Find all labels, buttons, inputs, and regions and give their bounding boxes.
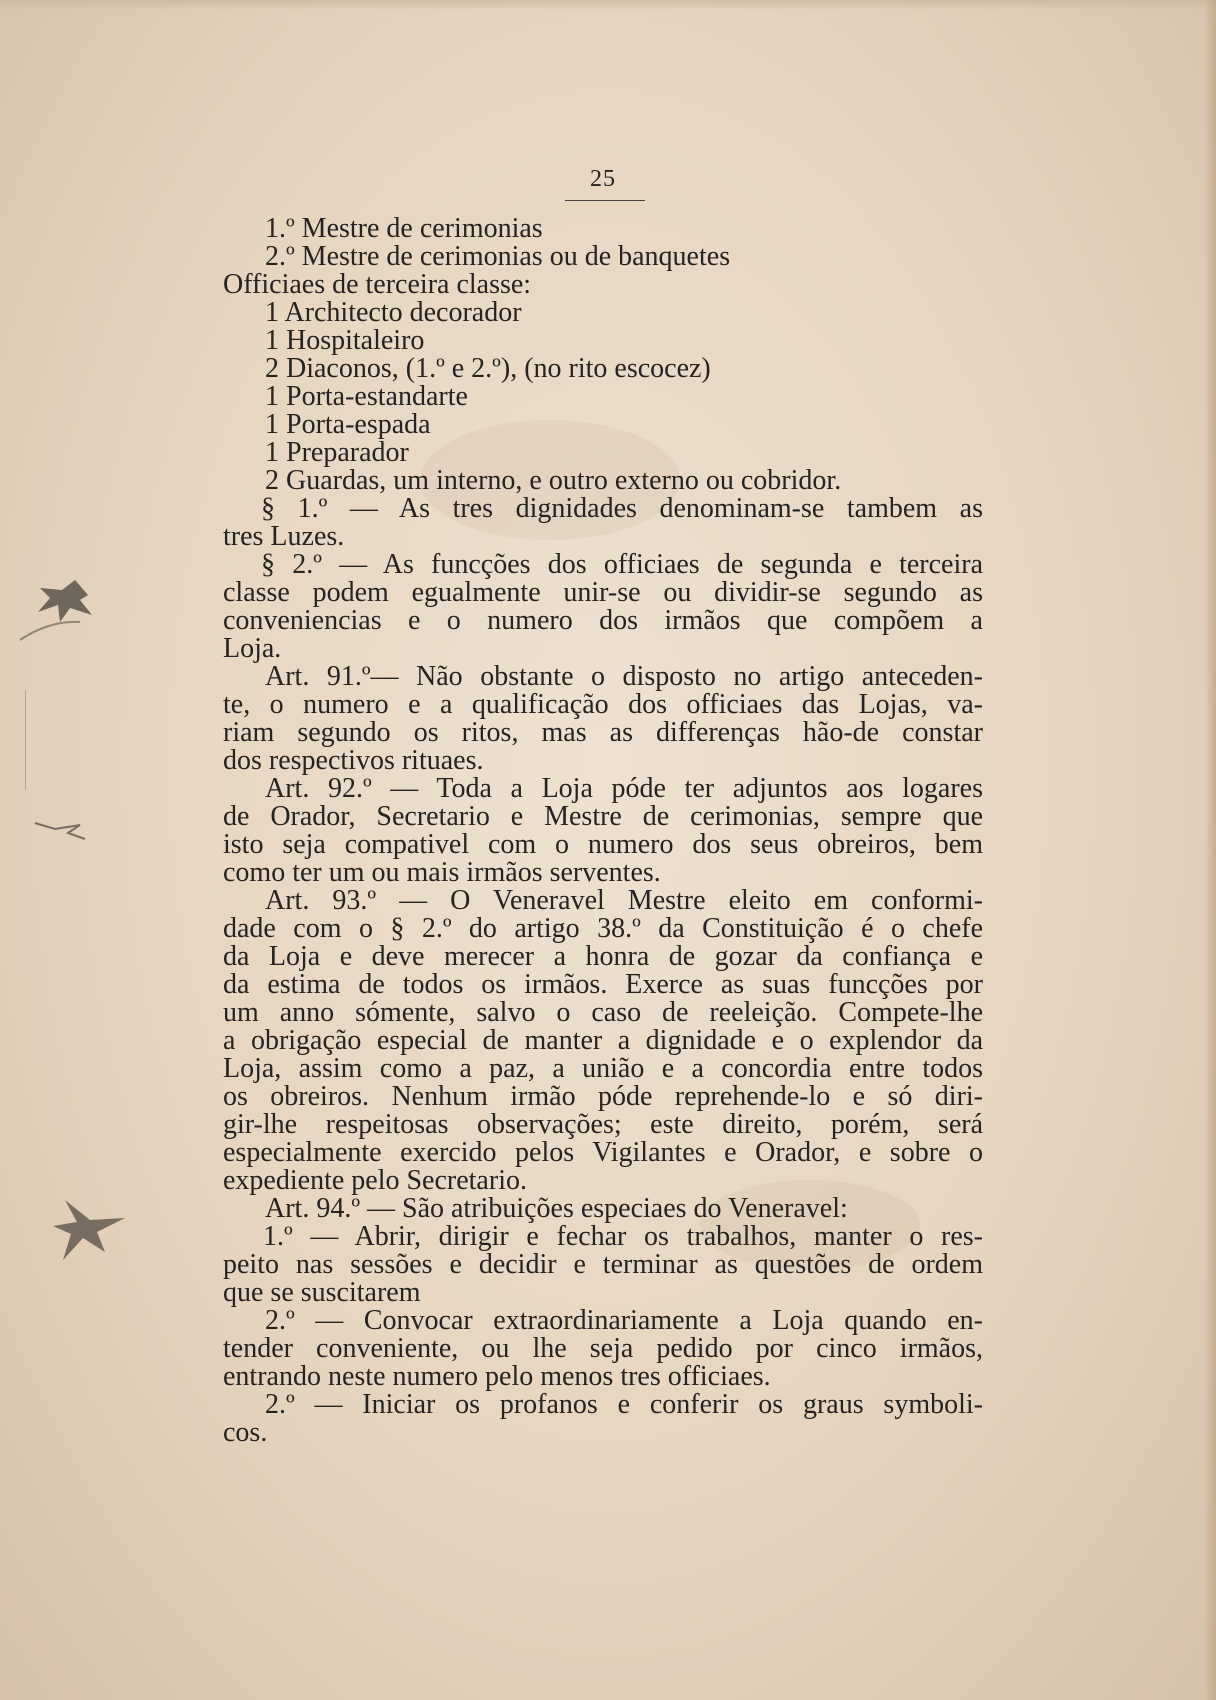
- text-line: Art. 91.º— Não obstante o disposto no artigo anteceden-: [265, 661, 983, 692]
- text-line: Art. 92.º — Toda a Loja póde ter adjuntos aos logares: [265, 773, 983, 804]
- text-line: 1.º — Abrir, dirigir e fechar os trabalhos, manter o res-: [263, 1221, 983, 1252]
- margin-ink-mark: [45, 1190, 135, 1270]
- text-line: conveniencias e o numero dos irmãos que compõem a: [223, 605, 983, 636]
- body-text: [223, 215, 983, 1447]
- text-line: os obreiros. Nenhum irmão póde reprehende-lo e só diri-: [223, 1081, 983, 1112]
- text-line: tres Luzes.: [223, 521, 345, 552]
- text-line: Loja.: [223, 633, 282, 664]
- text-line: 1 Preparador: [265, 437, 409, 468]
- text-line: tender conveniente, ou lhe seja pedido por cinco irmãos,: [223, 1333, 983, 1364]
- text-line: Officiaes de terceira classe:: [223, 269, 532, 300]
- text-line: classe podem egualmente unir-se ou dividir-se segundo as: [223, 577, 983, 608]
- text-line: Art. 94.º — São atribuições especiaes do Veneravel:: [265, 1193, 848, 1224]
- text-line: a obrigação especial de manter a dignidade e o explendor da: [223, 1025, 983, 1056]
- page-number: 25: [590, 166, 616, 192]
- text-line: Art. 93.º — O Veneravel Mestre eleito em conformi-: [265, 885, 983, 916]
- text-line: expediente pelo Secretario.: [223, 1165, 527, 1196]
- text-line: 1.º Mestre de cerimonias: [265, 213, 543, 244]
- margin-ink-mark: [30, 815, 90, 845]
- text-line: Loja, assim como a paz, a união e a concordia entre todos: [223, 1053, 983, 1084]
- page-right-edge: [1204, 0, 1216, 1700]
- text-line: 1 Porta-espada: [265, 409, 431, 440]
- text-line: que se suscitarem: [223, 1277, 421, 1308]
- text-line: § 2.º — As funcções dos officiaes de segunda e terceira: [261, 549, 983, 580]
- text-line: 2 Guardas, um interno, e outro externo ou cobridor.: [265, 465, 842, 496]
- text-line: da estima de todos os irmãos. Exerce as suas funcções por: [223, 969, 983, 1000]
- text-line: gir-lhe respeitosas observações; este direito, porém, será: [223, 1109, 983, 1140]
- text-line: um anno sómente, salvo o caso de reeleição. Compete-lhe: [223, 997, 983, 1028]
- page-top-edge: [0, 0, 1216, 10]
- text-line: 2.º — Iniciar os profanos e conferir os graus symboli-: [265, 1389, 983, 1420]
- text-line: da Loja e deve merecer a honra de gozar da confiança e: [223, 941, 983, 972]
- text-line: 1 Architecto decorador: [265, 297, 522, 328]
- text-line: riam segundo os ritos, mas as differenças hão-de constar: [223, 717, 983, 748]
- text-line: 1 Hospitaleiro: [265, 325, 425, 356]
- text-line: § 1.º — As tres dignidades denominam-se tambem as: [261, 493, 983, 524]
- margin-ink-mark: [5, 690, 26, 790]
- text-line: dos respectivos rituaes.: [223, 745, 484, 776]
- text-line: 2 Diaconos, (1.º e 2.º), (no rito escocez): [265, 353, 711, 384]
- text-line: dade com o § 2.º do artigo 38.º da Constituição é o chefe: [223, 913, 983, 944]
- text-line: entrando neste numero pelo menos tres officiaes.: [223, 1361, 771, 1392]
- text-line: como ter um ou mais irmãos serventes.: [223, 857, 661, 888]
- text-line: isto seja compativel com o numero dos seus obreiros, bem: [223, 829, 983, 860]
- text-line: 2.º — Convocar extraordinariamente a Loja quando en-: [265, 1305, 983, 1336]
- text-line: 2.º Mestre de cerimonias ou de banquetes: [265, 241, 731, 272]
- text-line: cos.: [223, 1417, 268, 1448]
- text-line: peito nas sessões e decidir e terminar as questões de ordem: [223, 1249, 983, 1280]
- text-line: de Orador, Secretario e Mestre de cerimonias, sempre que: [223, 801, 983, 832]
- margin-ink-mark: [20, 560, 110, 650]
- text-line: especialmente exercido pelos Vigilantes e Orador, e sobre o: [223, 1137, 983, 1168]
- page-number-rule: [565, 200, 645, 201]
- text-line: 1 Porta-estandarte: [265, 381, 468, 412]
- text-line: te, o numero e a qualificação dos officiaes das Lojas, va-: [223, 689, 983, 720]
